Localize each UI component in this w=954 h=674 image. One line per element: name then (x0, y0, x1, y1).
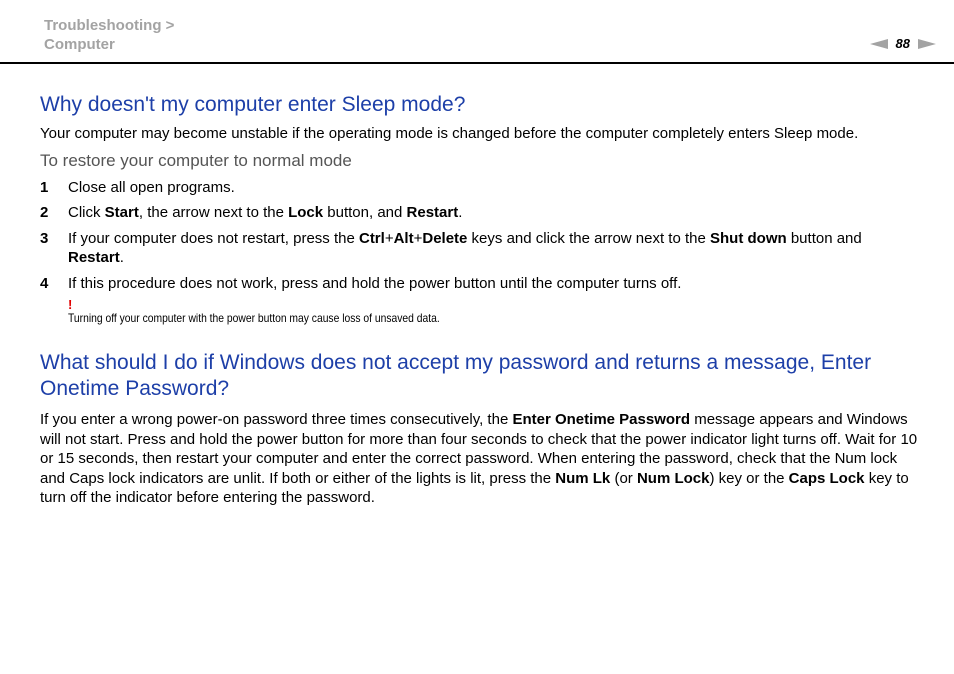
previous-page-icon[interactable] (870, 39, 888, 49)
step-text: Click Start, the arrow next to the Lock button, and Restart. (68, 204, 463, 221)
section-title-password: What should I do if Windows does not accept my password and returns a message, Enter Onetime Password? (40, 351, 872, 400)
step-text: If your computer does not restart, press the Ctrl+Alt+Delete keys and click the arrow next to the Shut down button and Restart. (68, 229, 862, 266)
step-number: 1 (40, 178, 49, 196)
caution-icon: ! (68, 297, 73, 312)
list-item (40, 178, 920, 198)
section-body-password: If you enter a wrong power-on password three times consecutively, the Enter Onetime Password message appears and Windows will not start. Press and hold the power button for more than four seconds to check that the power indicator light turns off. Wait for 10 or 15 seconds, then restart your computer and enter the correct password. When entering the password, check that the Num lock and Caps lock indicators are unlit. If both or either of the lights is lit, press the Num Lk (or Num Lock) key or the Caps Lock key to turn off the indicator before entering the password. (40, 411, 918, 506)
next-page-icon[interactable] (918, 39, 936, 49)
list-item (40, 274, 920, 294)
list-item (40, 203, 920, 223)
page-content (40, 92, 920, 508)
caution-note (68, 299, 920, 326)
header-divider (0, 62, 954, 64)
step-number: 2 (40, 204, 49, 221)
step-text: Close all open programs. (68, 178, 235, 196)
pager (870, 36, 936, 51)
page-header (0, 0, 954, 64)
step-number: 4 (40, 274, 49, 292)
section-intro: Your computer may become unstable if the operating mode is changed before the computer completely enters Sleep mode. (40, 125, 859, 142)
caution-text: Turning off your computer with the power button may cause loss of unsaved data. (68, 311, 440, 325)
subheading-restore: To restore your computer to normal mode (40, 150, 352, 170)
step-text: If this procedure does not work, press and hold the power button until the computer turns off. (68, 274, 682, 292)
list-item (40, 229, 920, 268)
breadcrumb-page[interactable]: Computer (44, 36, 115, 53)
section-title-sleep-mode: Why doesn't my computer enter Sleep mode? (40, 93, 466, 116)
steps-list (40, 178, 920, 294)
step-number: 3 (40, 229, 49, 247)
breadcrumb (44, 16, 174, 54)
page-number: 88 (895, 36, 910, 51)
breadcrumb-section[interactable]: Troubleshooting > (44, 17, 175, 34)
